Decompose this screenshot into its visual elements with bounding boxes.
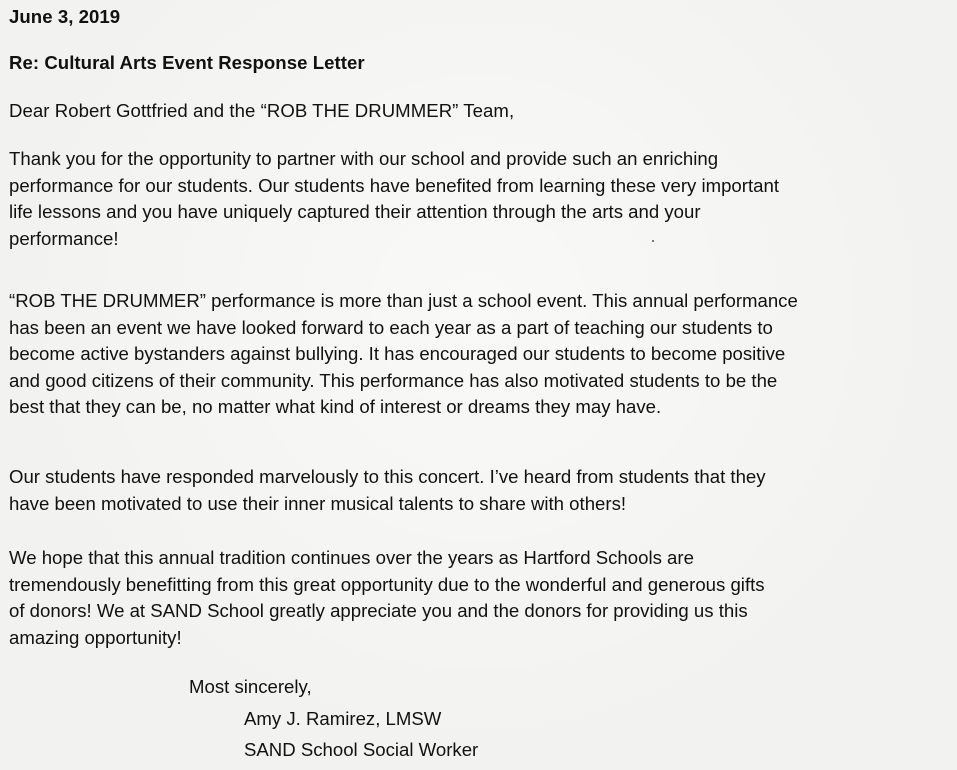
- paragraph-line: We hope that this annual tradition continues over the years as Hartford Schools are: [9, 547, 694, 568]
- paragraph-line: of donors! We at SAND School greatly appreciate you and the donors for providing us this: [9, 600, 748, 622]
- letter-salutation: Dear Robert Gottfried and the “ROB THE DRUMMER” Team,: [9, 100, 515, 121]
- paragraph-line: life lessons and you have uniquely captured their attention through the arts and your: [9, 201, 701, 223]
- paragraph-line: amazing opportunity!: [9, 626, 182, 648]
- paragraph-line: “ROB THE DRUMMER” performance is more than just a school event. This annual performance: [9, 290, 798, 311]
- paragraph-1: [9, 146, 949, 252]
- paragraph-2: [9, 288, 949, 421]
- signer-name: Amy J. Ramirez, LMSW: [244, 708, 442, 729]
- paragraph-line: and good citizens of their community. This performance has also motivated students to be the: [9, 369, 778, 391]
- paragraph-line: Our students have responded marvelously to this concert. I’ve heard from students that they: [9, 466, 766, 487]
- paragraph-line: become active bystanders against bullying. It has encouraged our students to become positive: [9, 343, 786, 365]
- letter-subject: Re: Cultural Arts Event Response Letter: [9, 52, 365, 73]
- paragraph-line: best that they can be, no matter what kind of interest or dreams they may have.: [9, 396, 662, 418]
- signer-title: SAND School Social Worker: [244, 739, 479, 760]
- paragraph-3: [9, 464, 949, 517]
- paragraph-line: Thank you for the opportunity to partner with our school and provide such an enriching: [9, 148, 719, 169]
- letter-date: June 3, 2019: [9, 6, 121, 27]
- paragraph-line: have been motivated to use their inner musical talents to share with others!: [9, 492, 627, 514]
- paragraph-line: tremendously benefitting from this great opportunity due to the wonderful and generous gifts: [9, 573, 765, 595]
- scan-speck: [652, 240, 654, 242]
- paragraph-line: performance!: [9, 227, 119, 249]
- paragraph-line: performance for our students. Our students have benefited from learning these very important: [9, 174, 779, 196]
- letter-closing: Most sincerely,: [189, 676, 312, 697]
- paragraph-4: [9, 545, 949, 651]
- paragraph-line: has been an event we have looked forward to each year as a part of teaching our students to: [9, 316, 773, 338]
